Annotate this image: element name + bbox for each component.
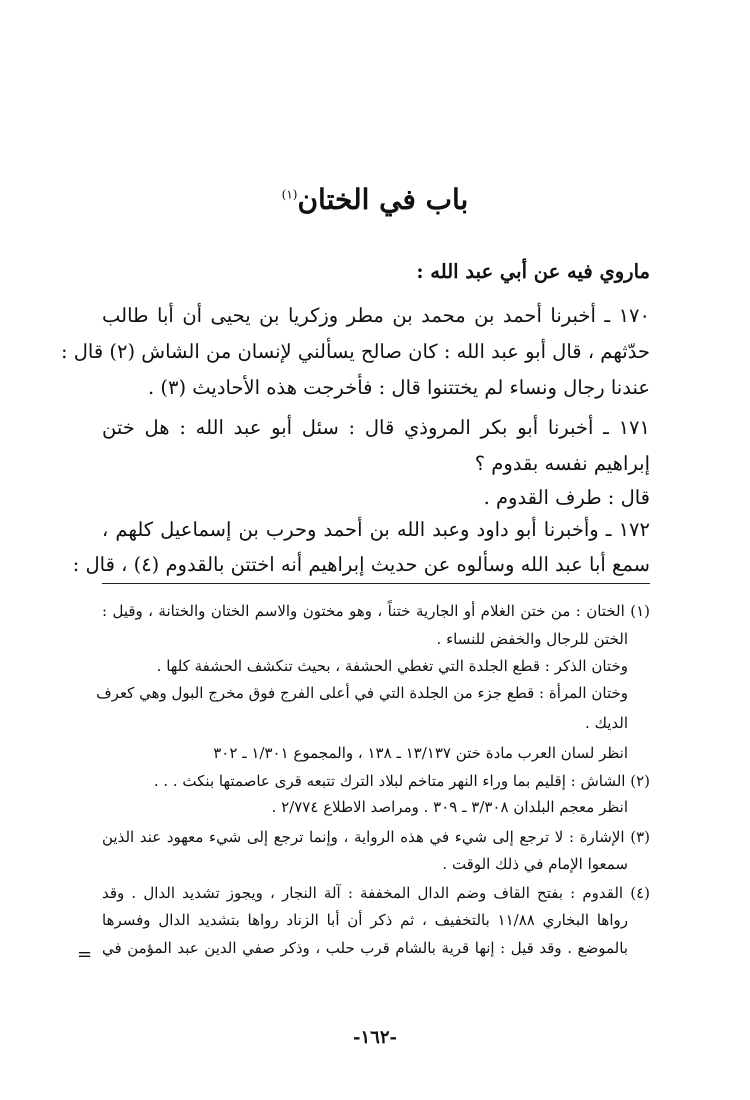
footnote-line: رواها البخاري ١١/٨٨ بالتخفيف ، ثم ذكر أن أبا الزناد رواها بتشديد الدال وفسرها (102, 911, 628, 929)
footnote-line: سمعوا الإمام في ذلك الوقت . (442, 855, 628, 873)
footnote-line: الختن للرجال والخفض للنساء . (436, 630, 628, 648)
text-line: قال : طرف القدوم . (483, 486, 650, 509)
text-line: ١٧٠ ـ أخبرنا أحمد بن محمد بن مطر وزكريا بن يحيى أن أبا طالب (102, 304, 650, 327)
footnote-line: وختان الذكر : قطع الجلدة التي تغطي الحشفة ، بحيث تنكشف الحشفة كلها . (156, 657, 628, 675)
text-line: إبراهيم نفسه بقدوم ؟ (474, 452, 650, 475)
footnote-line: انظر معجم البلدان ٣/٣٠٨ ـ ٣٠٩ . ومراصد الاطلاع ٢/٧٧٤ . (271, 798, 628, 816)
text-line: سمع أبا عبد الله وسألوه عن حديث إبراهيم أنه اختتن بالقدوم (٤) ، قال : (72, 553, 650, 576)
footnote-line: (٢) الشاش : إقليم بما وراء النهر متاخم لبلاد الترك تتبعه قرى عاصمتها بنكث . . . (153, 772, 650, 790)
footnote-line: (١) الختان : من ختن الغلام أو الجارية ختناً ، وهو مختون والاسم الختان والختانة ، وقيل : (102, 602, 650, 620)
page-number: -١٦٢- (353, 1027, 397, 1048)
text-line: ١٧٢ ـ وأخبرنا أبو داود وعبد الله بن أحمد وحرب بن إسماعيل كلهم ، (102, 518, 650, 541)
chapter-title-note-ref: (١) (281, 187, 298, 202)
text-line: ١٧١ ـ أخبرنا أبو بكر المروذي قال : سئل أبو عبد الله : هل ختن (102, 416, 650, 439)
text-line: عندنا رجال ونساء لم يختتنوا قال : فأخرجت هذه الأحاديث (٣) . (147, 376, 650, 399)
text-line: حدّثهم ، قال أبو عبد الله : كان صالح يسألني لإنسان من الشاش (٢) قال : (60, 340, 650, 363)
chapter-title (0, 183, 750, 216)
footnote-line: انظر لسان العرب مادة ختن ١٣/١٣٧ ـ ١٣٨ ، والمجموع ١/٣٠١ ـ ٣٠٢ (213, 744, 628, 762)
footnote-line: بالموضع . وقد قيل : إنها قرية بالشام قرب حلب ، وذكر صفي الدين عبد المؤمن في (102, 939, 628, 957)
chapter-title-text: باب في الختان (297, 183, 469, 216)
footnote-divider (102, 583, 650, 584)
footnote-line: (٤) القدوم : بفتح القاف وضم الدال المخففة : آلة النجار ، ويجوز تشديد الدال . وقد (102, 884, 650, 902)
continuation-mark: = (77, 944, 93, 965)
footnote-line: وختان المرأة : قطع جزء من الجلدة التي في أعلى الفرج فوق مخرج البول وهي كعرف (96, 684, 628, 702)
text-line: ماروي فيه عن أبي عبد الله : (416, 260, 650, 283)
footnote-line: الديك . (585, 714, 628, 732)
footnote-line: (٣) الإشارة : لا ترجع إلى شيء في هذه الرواية ، وإنما ترجع إلى شيء معهود عند الذين (102, 828, 650, 846)
